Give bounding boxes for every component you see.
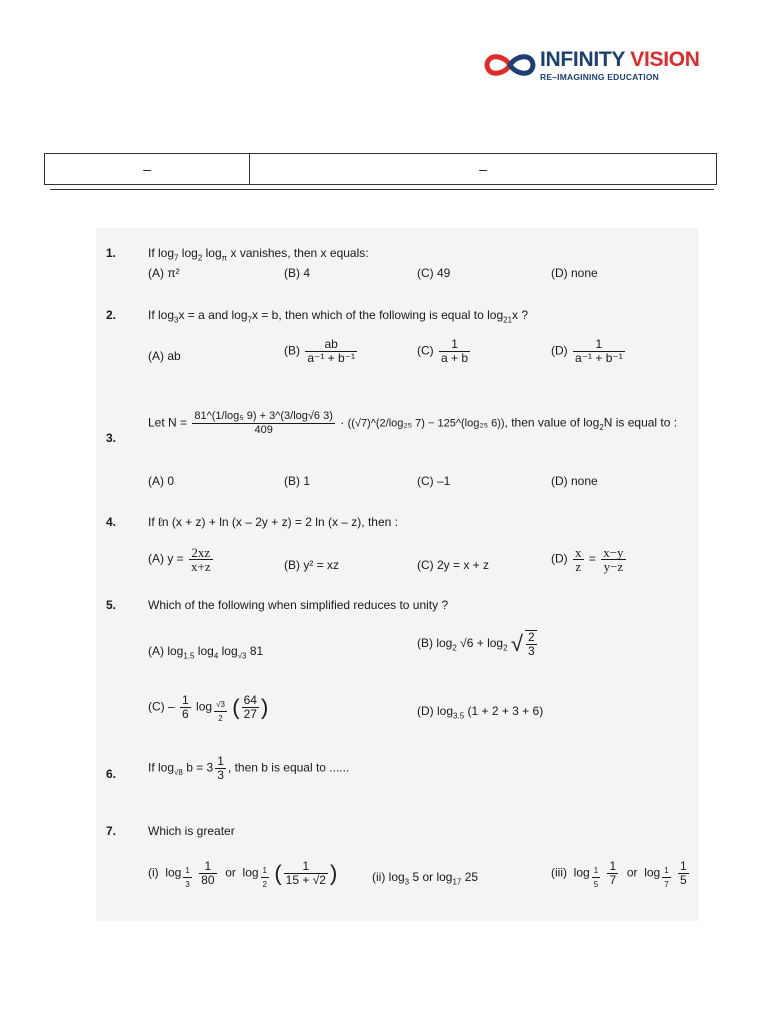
option-a: (A) 0 [148,474,175,488]
question-sheet [96,228,698,921]
option-b: (B) $\frac{ab}{\text{a⁻¹ + b⁻¹}}$ [284,337,356,365]
option-a: (A) y = $\frac{2xz}{x+z}$ [148,545,211,574]
option-d: (D) $\frac{1}{\text{a⁻¹ + b⁻¹}}$ [551,337,623,365]
option-a: (A) $\log_{1.5} \log_4 \log_{√3} 81$ [148,644,264,661]
question-5-stem: Which of the following when simplified reduces to unity ? [148,598,449,612]
option-d: (D) $\frac{x}{z}$ = $\frac{x-y}{y-z}$ [551,545,624,574]
question-4-stem: If ℓn (x + z) + ln (x – 2y + z) = 2 ln (x – z), then : [148,515,398,529]
header-table [44,153,717,185]
question-3-stem: Let N = $\frac{\text{81\textasciicircum{}(1/log₅ 9) + 3\textasciicircum{}(3/log√6 3)}}{409}$ · ((√7)^(2/log₂₅ 7) − 125^(log₂₅ 6)), then value of $\log_2N$ is equal to : [148,410,678,436]
option-b: (B) $\log_2 √6 + \log_2$ √ $\frac{2}{3}$ [417,630,535,658]
option-c: (C) – $\frac{1}{6}$ log $\frac{√3}{2}$ ( $\frac{64}{27}$ ) [148,693,269,723]
question-number: 4. [106,515,117,529]
question-number: 1. [106,246,117,260]
option-c: (C) 2y = x + z [417,558,490,572]
question-number: 3. [106,431,117,445]
question-number: 6. [106,767,117,781]
question-7-stem: Which is greater [148,824,235,838]
option-c: (C) 49 [417,266,451,280]
option-d: (D) none [551,266,598,280]
option-d: (D) none [551,474,598,488]
option-i: (i) log $\frac{1}{3}$ $\frac{1}{80}$ or log $\frac{1}{2}$ ( $\frac{1}{15 + √2}$ ) [148,859,338,889]
option-c: (C) –1 [417,474,451,488]
header-cell-right: – [479,161,487,177]
option-iii: (iii) log $\frac{1}{5}$ $\frac{1}{7}$ or log $\frac{1}{7}$ $\frac{1}{5}$ [551,859,687,889]
option-b: (B) 1 [284,474,311,488]
option-b: (B) 4 [284,266,311,280]
infinity-logo-icon [482,50,538,80]
option-a: (A) π² [148,266,180,280]
option-b: (B) y² = xz [284,558,340,572]
brand-name: INFINITY VISION [540,48,700,71]
question-1-stem: If $\log_7 \log_2 \log_\pi x$ vanishes, then x equals: [148,246,369,263]
option-a: (A) ab [148,349,181,363]
question-6-stem: If $\log_{√8} b = 3$ $\frac{1}{3}$ , then b is equal to ...... [148,754,350,782]
question-number: 5. [106,598,117,612]
option-ii: (ii) $\log_3 5$ or $\log_{17} 25$ [372,870,479,887]
infinity-vision-logo [482,48,722,84]
question-number: 2. [106,308,117,322]
question-number: 7. [106,824,117,838]
option-c: (C) $\frac{1}{a + b}$ [417,337,469,365]
question-2-stem: If $\log_3x = a$ and $\log_7x = b$, then which of the following is equal to $\log_{21}x$ ? [148,308,529,325]
header-cell-left: – [45,154,250,184]
brand-tagline: RE–IMAGINING EDUCATION [540,72,659,82]
header-rule [50,189,714,190]
option-d: (D) $\log_{3.5} (1 + 2 + 3 + 6)$ [417,704,544,721]
